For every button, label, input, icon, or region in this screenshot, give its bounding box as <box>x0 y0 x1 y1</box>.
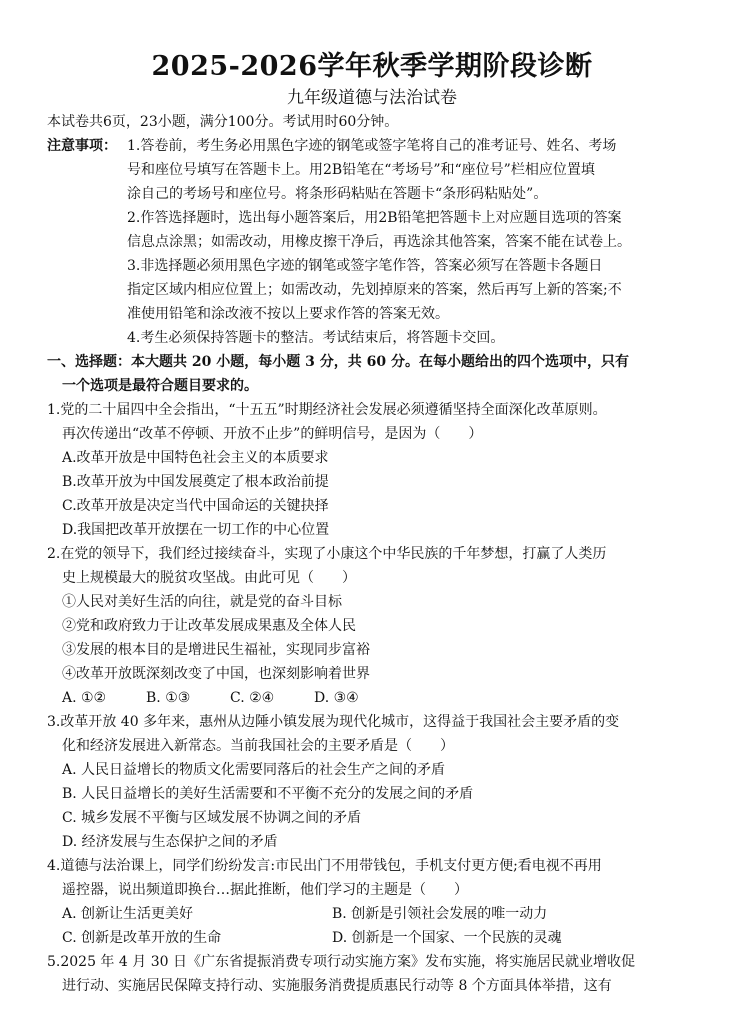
exam-title: 2025-2026学年秋季学期阶段诊断 <box>151 51 593 82</box>
option-b: B. ①③ <box>146 690 191 706</box>
notes-line: 4.考生必须保持答题卡的整洁。考试结束后，将答题卡交回。 <box>127 330 505 346</box>
notes-line: 号和座位号填写在答题卡上。用2B铅笔在“考场号”和“座位号”栏相应位置填 <box>127 162 595 178</box>
question-stem-cont: 史上规模最大的脱贫攻坚战。由此可见（ ） <box>62 570 356 586</box>
section-heading: 一、选择题：本大题共 20 小题，每小题 3 分，共 60 分。在每小题给出的四个选项中，只有 <box>47 354 629 370</box>
question-stem-cont: 再次传递出“改革不停顿、开放不止步”的鲜明信号，是因为（ ） <box>62 426 483 442</box>
option-c: C.改革开放是决定当代中国命运的关键抉择 <box>62 498 329 514</box>
notes-line: 涂自己的考场号和座位号。将条形码粘贴在答题卡“条形码粘贴处”。 <box>127 186 548 202</box>
question-stem: 5.2025 年 4 月 30 日《广东省提振消费专项行动实施方案》发布实施，将实施居民就业增收促 <box>47 954 635 970</box>
notes-line: 1.答卷前，考生务必用黑色字迹的钢笔或签字笔将自己的准考证号、姓名、考场 <box>127 138 617 154</box>
section-heading-cont: 一个选项是最符合题目要求的。 <box>62 378 258 394</box>
option-d: D. ③④ <box>314 690 359 706</box>
question-stem-cont: 化和经济发展进入新常态。当前我国社会的主要矛盾是（ ） <box>62 738 454 754</box>
notes-label: 注意事项： <box>47 138 117 154</box>
question-stem-cont: 进行动、实施居民保障支持行动、实施服务消费提质惠民行动等 8 个方面具体举措，这有 <box>62 978 612 994</box>
question-stem: 2.在党的领导下，我们经过接续奋斗，实现了小康这个中华民族的千年梦想，打赢了人类历 <box>47 546 607 562</box>
question-5 <box>47 950 697 998</box>
option-b: B. 创新是引领社会发展的唯一动力 <box>332 906 548 922</box>
option-c: C. ②④ <box>230 690 275 706</box>
notes-body <box>127 134 697 350</box>
exam-info: 本试卷共6页，23小题，满分100分。考试用时60分钟。 <box>47 114 399 130</box>
notes-line: 3.非选择题必须用黑色字迹的钢笔或签字笔作答，答案必须写在答题卡各题日 <box>127 258 603 274</box>
statement-3: ③发展的根本目的是增进民生福祉，实现同步富裕 <box>62 642 370 658</box>
option-row <box>47 686 697 710</box>
option-a: A. ①② <box>62 690 107 706</box>
notes-line: 准使用铅笔和涂改液不按以上要求作答的答案无效。 <box>127 306 449 322</box>
notes-block <box>47 134 697 350</box>
option-row <box>47 902 697 926</box>
option-c: C. 城乡发展不平衡与区域发展不协调之间的矛盾 <box>62 810 362 826</box>
question-1 <box>47 398 697 542</box>
question-stem-cont: 遥控器，说出频道即换台…据此推断，他们学习的主题是（ ） <box>62 882 468 898</box>
statement-4: ④改革开放既深刻改变了中国，也深刻影响着世界 <box>62 666 370 682</box>
option-a: A.改革开放是中国特色社会主义的本质要求 <box>62 450 329 466</box>
option-c: C. 创新是改革开放的生命 <box>62 930 222 946</box>
option-a: A. 创新让生活更美好 <box>62 906 194 922</box>
option-d: D.我国把改革开放摆在一切工作的中心位置 <box>62 522 330 538</box>
option-a: A. 人民日益增长的物质文化需要同落后的社会生产之间的矛盾 <box>62 762 446 778</box>
question-stem: 3.改革开放 40 多年来，惠州从边陲小镇发展为现代化城市，这得益于我国社会主要矛盾的变 <box>47 714 620 730</box>
option-b: B. 人民日益增长的美好生活需要和不平衡不充分的发展之间的矛盾 <box>62 786 474 802</box>
statement-1: ①人民对美好生活的向往，就是党的奋斗目标 <box>62 594 342 610</box>
option-d: D. 经济发展与生态保护之间的矛盾 <box>62 834 278 850</box>
option-row <box>47 926 697 950</box>
option-d: D. 创新是一个国家、一个民族的灵魂 <box>332 930 562 946</box>
statement-2: ②党和政府致力于让改革发展成果惠及全体人民 <box>62 618 356 634</box>
exam-subtitle: 九年级道德与法治试卷 <box>287 88 457 108</box>
question-3 <box>47 710 697 854</box>
question-stem: 4.道德与法治课上，同学们纷纷发言:市民出门不用带钱包，手机支付更方便;看电视不再用 <box>47 858 602 874</box>
question-stem: 1.党的二十届四中全会指出，“十五五”时期经济社会发展必须遵循坚持全面深化改革原则。 <box>47 402 607 418</box>
notes-line: 2.作答选择题时，选出每小题答案后，用2B铅笔把答题卡上对应题目选项的答案 <box>127 210 622 226</box>
question-2 <box>47 542 697 710</box>
notes-line: 信息点涂黑；如需改动，用橡皮擦干净后，再选涂其他答案，答案不能在试卷上。 <box>127 234 631 250</box>
option-b: B.改革开放为中国发展奠定了根本政治前提 <box>62 474 329 490</box>
question-4 <box>47 854 697 950</box>
notes-line: 指定区域内相应位置上；如需改动，先划掉原来的答案，然后再写上新的答案;不 <box>127 282 622 298</box>
